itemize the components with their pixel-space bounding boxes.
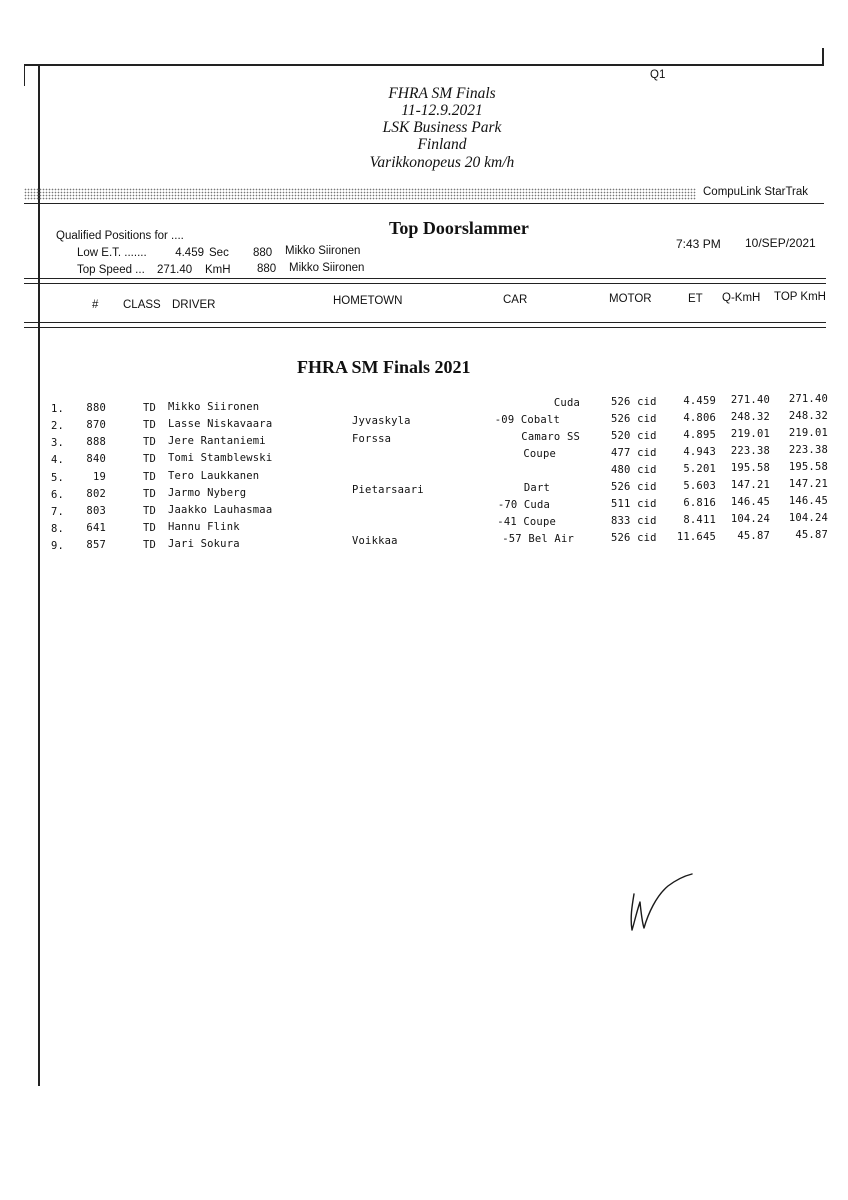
row-class: TD (143, 471, 157, 483)
row-et: 4.806 (683, 412, 716, 424)
col-et: ET (688, 293, 703, 305)
row-topkmh: 219.01 (788, 427, 828, 439)
row-driver: Hannu Flink (168, 521, 240, 533)
row-car: -09 Cobalt (494, 414, 560, 426)
row-topkmh: 147.21 (788, 478, 828, 490)
row-driver: Jaakko Lauhasmaa (168, 504, 273, 516)
col-num: # (92, 299, 99, 311)
top-speed-label: Top Speed ... (77, 264, 145, 276)
row-et: 4.943 (683, 446, 716, 458)
row-hometown: Forssa (352, 433, 392, 445)
system-label: CompuLink StarTrak (703, 186, 809, 198)
page-label: Q1 (650, 69, 666, 81)
low-et-value: 4.459 (175, 247, 204, 259)
row-pos: 4. (51, 454, 65, 466)
system-rule (24, 203, 824, 204)
row-num: 802 (86, 488, 106, 500)
row-pos: 1. (51, 403, 65, 415)
row-car: Camaro SS (521, 431, 580, 443)
row-pos: 6. (51, 489, 65, 501)
row-num: 641 (86, 522, 106, 534)
event-pit-speed: Varikkonopeus 20 km/h (369, 154, 515, 171)
row-et: 6.816 (683, 497, 716, 509)
row-num: 857 (86, 539, 106, 551)
row-et: 5.201 (683, 463, 716, 475)
row-motor: 526 cid (611, 396, 657, 408)
report-time: 7:43 PM (676, 237, 721, 251)
row-car: -70 Cuda (497, 499, 550, 511)
row-class: TD (143, 453, 157, 465)
event-venue: LSK Business Park (382, 119, 502, 136)
row-motor: 520 cid (611, 430, 657, 442)
row-pos: 3. (51, 437, 65, 449)
row-class: TD (143, 505, 157, 517)
row-qkmh: 223.38 (730, 445, 770, 457)
row-pos: 9. (51, 540, 65, 552)
row-car: Dart (523, 482, 550, 494)
low-et-driver: Mikko Siironen (285, 245, 361, 257)
col-topkmh: TOP KmH (774, 291, 826, 303)
top-speed-driver: Mikko Siironen (289, 262, 365, 274)
row-class: TD (143, 539, 157, 551)
row-car: -41 Coupe (497, 516, 556, 528)
row-topkmh: 248.32 (788, 410, 828, 422)
row-motor: 477 cid (611, 447, 657, 459)
row-qkmh: 219.01 (730, 428, 770, 440)
signature (620, 866, 700, 936)
row-qkmh: 146.45 (730, 496, 770, 508)
row-car: Cuda (553, 397, 580, 409)
row-hometown: Jyvaskyla (352, 415, 411, 427)
report-date: 10/SEP/2021 (745, 236, 816, 250)
row-class: TD (143, 419, 157, 431)
row-num: 888 (86, 436, 106, 448)
row-pos: 5. (51, 472, 65, 484)
row-pos: 8. (51, 523, 65, 535)
row-class: TD (143, 402, 157, 414)
row-topkmh: 271.40 (788, 393, 828, 405)
row-topkmh: 223.38 (788, 444, 828, 456)
row-driver: Mikko Siironen (168, 401, 260, 413)
row-topkmh: 146.45 (788, 495, 828, 507)
row-motor: 526 cid (611, 532, 657, 544)
low-et-num: 880 (253, 247, 273, 259)
row-motor: 833 cid (611, 515, 657, 527)
row-car: Coupe (523, 448, 556, 460)
row-num: 19 (92, 471, 106, 483)
section-title: FHRA SM Finals 2021 (297, 357, 471, 377)
right-border-tick (822, 48, 824, 66)
row-class: TD (143, 436, 157, 448)
event-dates: 11-12.9.2021 (401, 102, 483, 119)
low-et-unit: Sec (209, 247, 229, 259)
top-speed-num: 880 (257, 263, 277, 275)
row-class: TD (143, 522, 157, 534)
event-country: Finland (417, 136, 467, 153)
low-et-label: Low E.T. ....... (77, 247, 147, 259)
left-border (38, 66, 40, 1086)
row-qkmh: 271.40 (730, 394, 770, 406)
row-motor: 526 cid (611, 481, 657, 493)
header-rule-top2 (24, 283, 826, 284)
row-qkmh: 195.58 (730, 462, 770, 474)
qualified-heading: Qualified Positions for .... (56, 230, 184, 242)
row-topkmh: 45.87 (795, 529, 828, 541)
row-qkmh: 104.24 (730, 513, 770, 525)
header-rule-top (24, 278, 826, 279)
row-pos: 2. (51, 420, 65, 432)
col-qkmh: Q-KmH (722, 292, 761, 304)
row-num: 803 (86, 505, 106, 517)
row-driver: Tomi Stamblewski (168, 452, 273, 464)
row-car: -57 Bel Air (502, 533, 574, 545)
col-driver: DRIVER (172, 299, 216, 311)
row-motor: 526 cid (611, 413, 657, 425)
top-border (24, 64, 824, 66)
row-motor: 511 cid (611, 498, 657, 510)
row-qkmh: 147.21 (730, 479, 770, 491)
row-motor: 480 cid (611, 464, 657, 476)
col-hometown: HOMETOWN (333, 295, 403, 307)
top-speed-unit: KmH (205, 264, 231, 276)
class-title: Top Doorslammer (389, 218, 529, 238)
row-driver: Jari Sokura (168, 538, 240, 550)
row-num: 870 (86, 419, 106, 431)
col-motor: MOTOR (609, 293, 652, 305)
row-hometown: Pietarsaari (352, 484, 424, 496)
row-driver: Tero Laukkanen (168, 470, 260, 482)
row-et: 11.645 (676, 531, 716, 543)
row-qkmh: 45.87 (737, 530, 770, 542)
row-topkmh: 104.24 (788, 512, 828, 524)
top-speed-value: 271.40 (157, 264, 193, 276)
row-et: 4.459 (683, 395, 716, 407)
row-class: TD (143, 488, 157, 500)
row-driver: Jere Rantaniemi (168, 435, 266, 447)
row-hometown: Voikkaa (352, 535, 398, 547)
col-car: CAR (503, 294, 528, 306)
row-num: 840 (86, 453, 106, 465)
row-driver: Jarmo Nyberg (168, 487, 247, 499)
row-driver: Lasse Niskavaara (168, 418, 273, 430)
row-et: 8.411 (683, 514, 716, 526)
header-rule-bottom (24, 322, 826, 323)
dotted-band (24, 188, 696, 200)
row-et: 4.895 (683, 429, 716, 441)
event-name: FHRA SM Finals (388, 85, 496, 102)
left-border-outer (24, 64, 25, 86)
col-class: CLASS (123, 299, 161, 311)
row-qkmh: 248.32 (730, 411, 770, 423)
row-et: 5.603 (683, 480, 716, 492)
row-pos: 7. (51, 506, 65, 518)
header-rule-bottom2 (24, 327, 826, 328)
row-topkmh: 195.58 (788, 461, 828, 473)
row-num: 880 (86, 402, 106, 414)
